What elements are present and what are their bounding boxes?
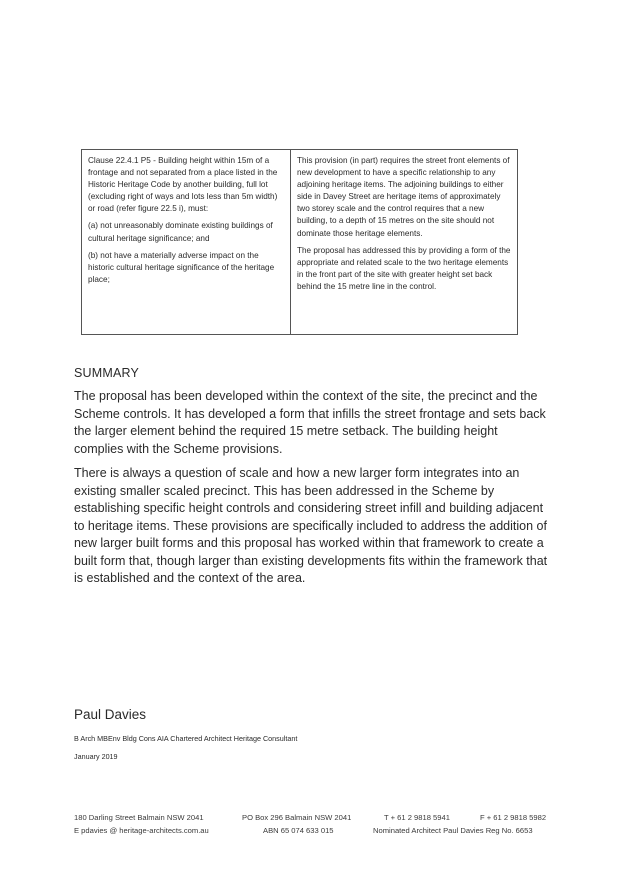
clause-paragraph: (a) not unreasonably dominate existing buildings of cultural heritage significance; and [88,221,273,243]
author-name: Paul Davies [74,707,147,722]
response-paragraph: The proposal has addressed this by providing a form of the appropriate and related scale to the two heritage elements in the front part of the site with greater height set back behind the 15 metre line in the control. [297,245,511,291]
footer-abn: ABN 65 074 633 015 [263,826,334,835]
clause-paragraph: Clause 22.4.1 P5 - Building height within 15m of a frontage and not separated from a place listed in the Historic Heritage Code by another building, full lot (excluding right of ways and lots less than 5m width) or road (refer figure 22.5 i), must: [88,156,278,214]
footer-registration: Nominated Architect Paul Davies Reg No. 6653 [373,826,533,835]
footer-fax: F + 61 2 9818 5982 [480,813,547,822]
footer-phone: T + 61 2 9818 5941 [384,813,450,822]
clause-table [81,149,518,335]
response-text-cell [291,150,517,334]
summary-paragraph: The proposal has been developed within the context of the site, the precinct and the Scheme controls. It has developed a form that infills the street frontage and sets back the larger element behind the required 15 metre setback. The building height complies with the Scheme provisions. [74,389,546,456]
page-footer [74,813,552,839]
summary-heading: SUMMARY [74,366,140,380]
response-paragraph: This provision (in part) requires the street front elements of new development to have a specific relationship to any adjoining heritage items. The adjoining buildings to either side in Davey Street are heritage items of approximately two storey scale and the control requires that a new building, to a depth of 15 metres on the site should not dominate those heritage elements. [297,156,510,238]
document-date: January 2019 [74,752,118,761]
author-credentials: B Arch MBEnv Bldg Cons AIA Chartered Architect Heritage Consultant [74,734,298,743]
clause-paragraph: (b) not have a materially adverse impact on the historic cultural heritage significance of the heritage place; [88,250,275,284]
clause-text-cell [82,150,291,334]
footer-address: 180 Darling Street Balmain NSW 2041 [74,813,204,822]
footer-po-box: PO Box 296 Balmain NSW 2041 [242,813,352,822]
summary-body [74,388,548,595]
summary-paragraph: There is always a question of scale and how a new larger form integrates into an existing smaller scaled precinct. This has been addressed in the Scheme by establishing specific height controls and considering street infill and building adjacent to heritage items. These provisions are specifically included to address the addition of new larger built forms and this proposal has worked within that framework to create a built form that, though larger than existing developments fits within the framework that is established and the context of the area. [74,466,548,585]
footer-email[interactable]: E pdavies @ heritage-architects.com.au [74,826,209,835]
